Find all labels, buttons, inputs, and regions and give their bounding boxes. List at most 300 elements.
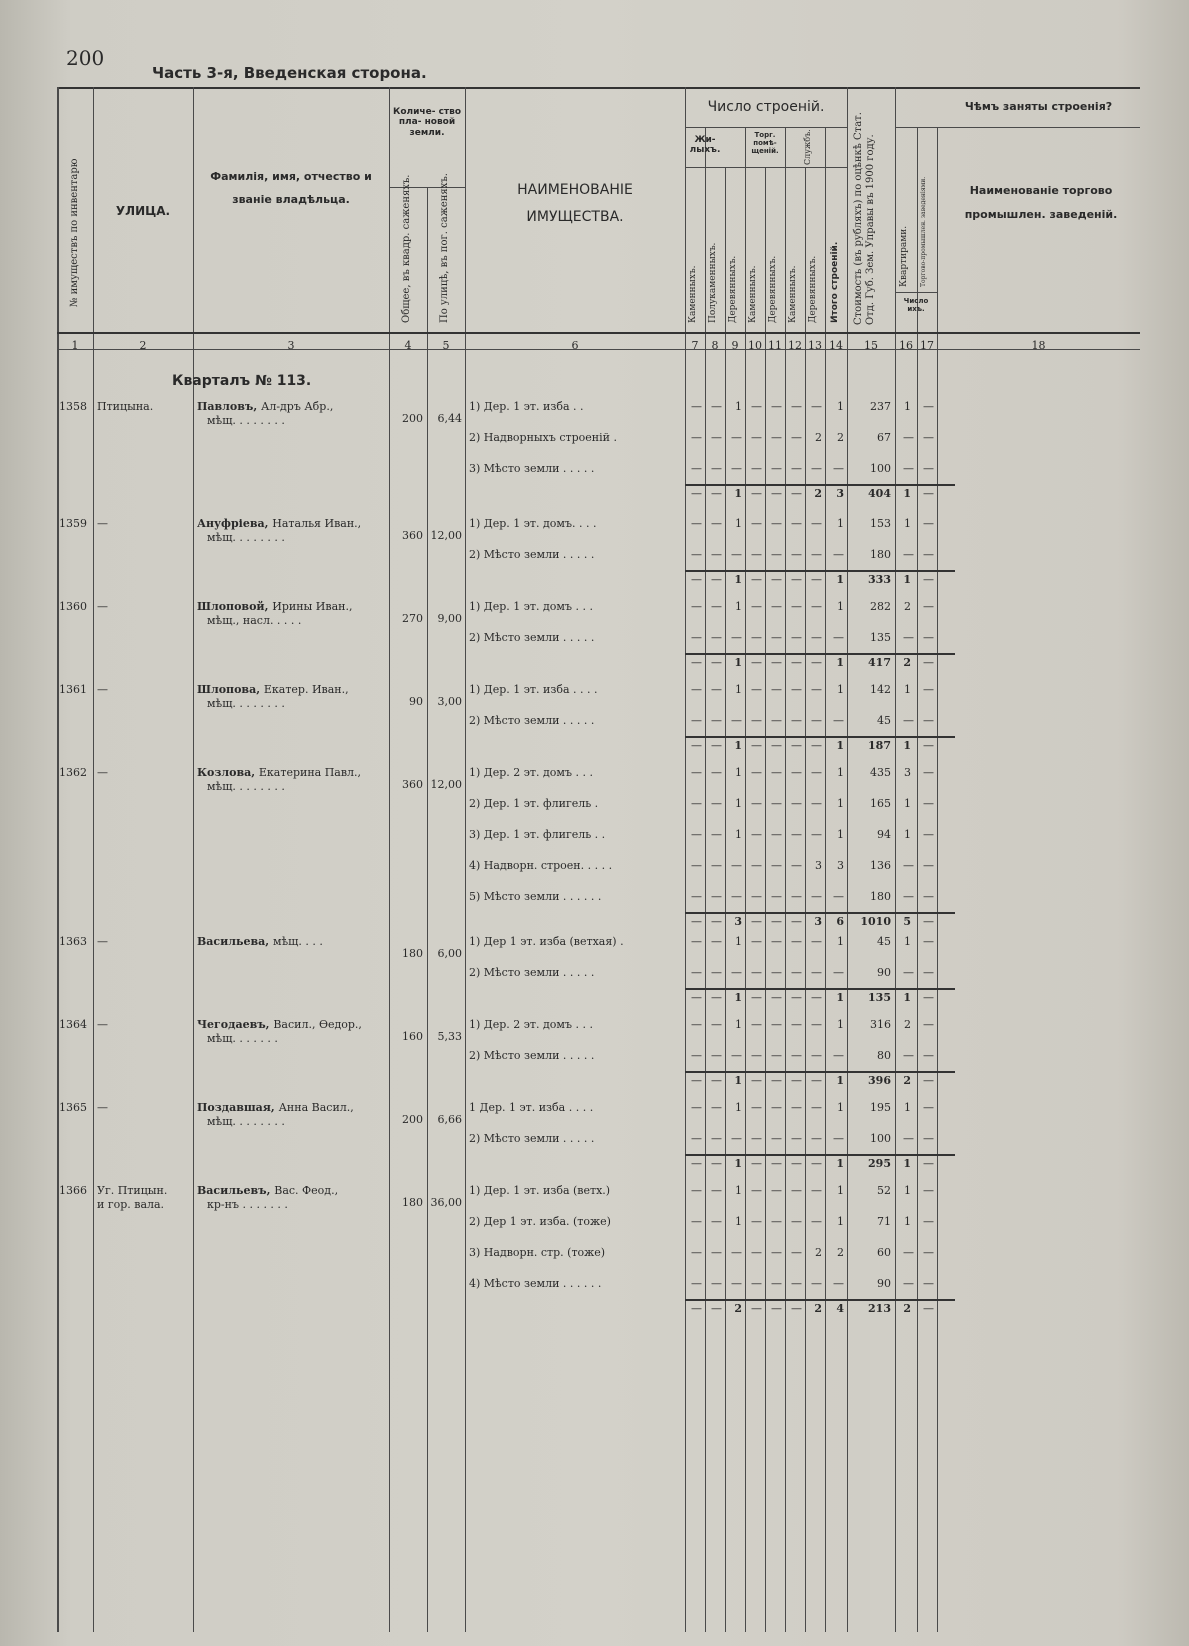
item-dash: — [751,1101,762,1114]
item-dash: — [711,859,722,872]
header-col5: По улицѣ, въ пог. саженяхъ. [439,173,450,323]
total-cost: 333 [868,573,891,586]
item-dash: — [711,766,722,779]
item-dash: — [771,797,782,810]
total-apartments: 1 [903,1157,911,1170]
item-dash: — [751,600,762,613]
total-dash: — [751,991,762,1004]
entry-area: 360 [402,778,423,791]
subtotal-rule [685,988,955,990]
item-dash: — [771,890,782,903]
total-dash: — [711,656,722,669]
entry-frontage: 12,00 [430,529,462,542]
item-dash: — [833,1049,844,1062]
item-cost: 316 [870,1018,891,1031]
item-dash: — [791,797,802,810]
header-buildings: Число строеній. [707,99,825,115]
item-dash: — [691,683,702,696]
item-name: 2) Мѣсто земли . . . . . [469,1132,595,1145]
header-line [895,127,1140,128]
item-dash: — [811,966,822,979]
item-dash: — [811,766,822,779]
item-name: 2) Дер. 1 эт. флигель . [469,797,599,810]
item-dash: — [791,631,802,644]
item-total-buildings: 2 [837,431,844,444]
column-number: 16 [899,339,913,352]
total-dash: — [751,1157,762,1170]
total-dash: — [711,915,722,928]
total-cost: 135 [868,991,891,1004]
total-wooden-living: 1 [734,1157,742,1170]
item-apartments: 3 [904,766,911,779]
item-dash: — [711,1215,722,1228]
item-wooden-living: 1 [735,517,742,530]
total-apartments: 5 [903,915,911,928]
item-dash: — [711,548,722,561]
total-dash: — [923,915,934,928]
item-dash: — [923,1018,934,1031]
item-dash: — [811,828,822,841]
item-dash: — [691,1049,702,1062]
total-dash: — [711,1074,722,1087]
item-dash: — [791,714,802,727]
item-dash: — [711,1018,722,1031]
item-dash: — [811,1215,822,1228]
item-dash: — [791,766,802,779]
item-cost: 100 [870,1132,891,1145]
item-total-buildings: 3 [837,859,844,872]
total-wooden-living: 3 [734,915,742,928]
total-dash: — [691,656,702,669]
column-number: 9 [731,339,739,352]
item-dash: — [791,966,802,979]
item-dash: — [711,431,722,444]
total-dash: — [711,1157,722,1170]
total-dash: — [691,573,702,586]
item-cost: 135 [870,631,891,644]
entry-owner: кр-нъ . . . . . . . [207,1198,288,1211]
entry-owner: Ануфріева, Наталья Иван., [197,517,362,530]
item-dash: — [811,462,822,475]
total-wooden-service: 2 [814,1302,822,1315]
item-dash: — [903,859,914,872]
item-dash: — [791,1184,802,1197]
entry-owner: мѣщ. . . . . . . . [207,780,285,793]
item-dash: — [711,462,722,475]
item-dash: — [833,714,844,727]
entry-owner: Шлопова, Екатер. Иван., [197,683,349,696]
item-name: 3) Надворн. стр. (тоже) [469,1246,606,1259]
item-dash: — [731,859,742,872]
total-apartments: 2 [903,1302,911,1315]
item-dash: — [811,600,822,613]
column-number: 5 [442,339,450,352]
item-dash: — [903,431,914,444]
item-dash: — [791,890,802,903]
item-dash: — [923,1277,934,1290]
item-dash: — [731,1277,742,1290]
header-occupied: Чѣмъ заняты строенія? [964,100,1113,113]
entry-area: 90 [409,695,423,708]
item-dash: — [771,431,782,444]
total-wooden-living: 1 [734,991,742,1004]
item-dash: — [691,1215,702,1228]
item-cost: 71 [877,1215,891,1228]
total-dash: — [923,1157,934,1170]
item-dash: — [923,766,934,779]
entry-area: 360 [402,529,423,542]
item-cost: 237 [870,400,891,413]
item-cost: 136 [870,859,891,872]
item-dash: — [771,600,782,613]
total-dash: — [771,656,782,669]
entry-owner: мѣщ. . . . . . . . [207,414,285,427]
item-dash: — [691,431,702,444]
item-dash: — [923,517,934,530]
item-dash: — [923,431,934,444]
item-total-buildings: 1 [837,1018,844,1031]
entry-number: 1360 [59,600,87,613]
item-dash: — [691,890,702,903]
item-total-buildings: 1 [837,1101,844,1114]
item-dash: — [691,714,702,727]
item-dash: — [691,1246,702,1259]
entry-owner: мѣщ., насл. . . . . [207,614,302,627]
item-dash: — [833,890,844,903]
total-dash: — [811,991,822,1004]
item-dash: — [711,828,722,841]
total-dash: — [751,1302,762,1315]
item-dash: — [811,797,822,810]
total-wooden-living: 2 [734,1302,742,1315]
entry-street: — [97,1018,108,1031]
item-dash: — [711,1246,722,1259]
item-dash: — [771,1101,782,1114]
entry-owner: Шлоповой, Ирины Иван., [197,600,353,613]
item-dash: — [811,714,822,727]
item-dash: — [711,1184,722,1197]
total-dash: — [711,991,722,1004]
item-wooden-living: 1 [735,400,742,413]
item-dash: — [771,1184,782,1197]
item-cost: 100 [870,462,891,475]
item-dash: — [711,1132,722,1145]
item-dash: — [771,1277,782,1290]
entry-owner: мѣщ. . . . . . . . [207,697,285,710]
item-name: 1) Дер. 1 эт. изба . . [469,400,584,413]
item-dash: — [711,935,722,948]
total-dash: — [711,487,722,500]
item-dash: — [791,1215,802,1228]
total-buildings: 1 [836,573,844,586]
column-number: 15 [864,339,878,352]
item-dash: — [903,714,914,727]
item-apartments: 1 [904,828,911,841]
total-cost: 396 [868,1074,891,1087]
item-name: 5) Мѣсто земли . . . . . . [469,890,602,903]
item-dash: — [691,517,702,530]
item-dash: — [731,714,742,727]
col-line [57,87,59,1632]
total-wooden-service: 3 [814,915,822,928]
item-dash: — [903,890,914,903]
item-dash: — [711,966,722,979]
column-number: 7 [691,339,699,352]
item-name: 2) Дер 1 эт. изба. (тоже) [469,1215,611,1228]
item-dash: — [791,1101,802,1114]
total-buildings: 1 [836,1157,844,1170]
total-dash: — [751,573,762,586]
item-dash: — [811,683,822,696]
item-dash: — [923,1246,934,1259]
total-apartments: 1 [903,991,911,1004]
item-dash: — [711,797,722,810]
total-apartments: 1 [903,487,911,500]
total-dash: — [771,573,782,586]
item-name: 3) Дер. 1 эт. флигель . . [469,828,606,841]
column-number: 11 [768,339,782,352]
item-wooden-living: 1 [735,935,742,948]
item-dash: — [791,400,802,413]
total-dash: — [771,991,782,1004]
header-trade: Торг. помѣ- щеній. [751,131,779,156]
item-name: 1 Дер. 1 эт. изба . . . . [469,1101,594,1114]
item-total-buildings: 1 [837,400,844,413]
item-total-buildings: 1 [837,828,844,841]
item-dash: — [691,600,702,613]
header-street: УЛИЦА. [115,204,171,218]
total-dash: — [751,656,762,669]
item-dash: — [833,462,844,475]
entry-frontage: 6,66 [437,1113,462,1126]
total-dash: — [791,991,802,1004]
total-dash: — [923,1074,934,1087]
subtotal-rule [685,484,955,486]
item-apartments: 1 [904,683,911,696]
item-dash: — [811,548,822,561]
total-buildings: 6 [836,915,844,928]
header-line [685,127,847,128]
item-dash: — [751,1132,762,1145]
item-total-buildings: 1 [837,600,844,613]
total-dash: — [691,1157,702,1170]
total-buildings: 1 [836,656,844,669]
total-dash: — [711,573,722,586]
item-dash: — [711,517,722,530]
header-service: Службъ. [803,129,812,165]
entry-street: и гор. вала. [97,1198,165,1211]
column-number: 14 [829,339,843,352]
item-dash: — [771,517,782,530]
item-dash: — [771,859,782,872]
item-total-buildings: 1 [837,1184,844,1197]
column-number: 1 [71,339,79,352]
item-cost: 94 [877,828,891,841]
item-name: 1) Дер. 1 эт. изба . . . . [469,683,598,696]
total-dash: — [771,1157,782,1170]
entry-area: 200 [402,412,423,425]
total-wooden-service: 2 [814,487,822,500]
total-dash: — [923,739,934,752]
item-total-buildings: 1 [837,1215,844,1228]
item-dash: — [771,400,782,413]
item-name: 1) Дер. 2 эт. домъ . . . [469,766,593,779]
total-dash: — [791,573,802,586]
item-dash: — [711,600,722,613]
item-dash: — [771,766,782,779]
item-name: 2) Мѣсто земли . . . . . [469,1049,595,1062]
item-dash: — [691,1184,702,1197]
item-dash: — [771,1215,782,1228]
item-dash: — [791,431,802,444]
item-dash: — [751,797,762,810]
item-apartments: 1 [904,1215,911,1228]
item-dash: — [923,600,934,613]
page-number: 200 [66,46,105,70]
col-line [193,87,194,1632]
header-line [685,167,847,168]
total-dash: — [771,487,782,500]
total-cost: 404 [868,487,891,500]
column-number: 6 [571,339,579,352]
entry-area: 160 [402,1030,423,1043]
item-wooden-service: 2 [815,431,822,444]
item-cost: 67 [877,431,891,444]
item-dash: — [791,600,802,613]
entry-street: — [97,1101,108,1114]
header-count: Число ихъ. [903,297,929,314]
table-top-border [57,87,1140,89]
item-cost: 282 [870,600,891,613]
column-number: 17 [920,339,934,352]
item-dash: — [691,548,702,561]
total-buildings: 1 [836,1074,844,1087]
total-buildings: 1 [836,739,844,752]
item-dash: — [771,828,782,841]
quarter-title: Кварталъ № 113. [172,373,312,389]
item-dash: — [691,966,702,979]
item-dash: — [731,1132,742,1145]
item-apartments: 1 [904,400,911,413]
item-dash: — [731,966,742,979]
item-dash: — [751,1215,762,1228]
item-dash: — [711,631,722,644]
entry-number: 1359 [59,517,87,530]
item-dash: — [731,462,742,475]
item-wooden-service: 3 [815,859,822,872]
entry-owner: мѣщ. . . . . . . [207,1032,278,1045]
total-buildings: 4 [836,1302,844,1315]
col-line [389,87,390,1632]
item-dash: — [751,1049,762,1062]
col-line [745,127,746,1632]
total-dash: — [791,739,802,752]
item-dash: — [731,548,742,561]
item-name: 4) Мѣсто земли . . . . . . [469,1277,602,1290]
total-cost: 187 [868,739,891,752]
item-wooden-living: 1 [735,1101,742,1114]
item-dash: — [751,517,762,530]
total-cost: 417 [868,656,891,669]
item-name: 1) Дер. 1 эт. домъ. . . . [469,517,597,530]
col-line [937,127,938,1632]
item-dash: — [811,631,822,644]
header-c14: Итого строеній. [830,241,840,323]
item-cost: 90 [877,1277,891,1290]
subtotal-rule [685,1299,955,1301]
item-dash: — [903,1277,914,1290]
item-cost: 52 [877,1184,891,1197]
total-wooden-living: 1 [734,1074,742,1087]
item-dash: — [751,1277,762,1290]
total-dash: — [771,1302,782,1315]
item-dash: — [751,714,762,727]
item-dash: — [923,1132,934,1145]
item-dash: — [691,859,702,872]
entry-owner: Поздавшая, Анна Васил., [197,1101,354,1114]
item-dash: — [923,797,934,810]
entry-frontage: 5,33 [437,1030,462,1043]
item-dash: — [923,631,934,644]
item-dash: — [771,631,782,644]
item-dash: — [791,517,802,530]
entry-area: 180 [402,947,423,960]
entry-owner: Козлова, Екатерина Павл., [197,766,362,779]
entry-owner: Васильевъ, Вас. Феод., [197,1184,339,1197]
item-dash: — [791,1277,802,1290]
item-dash: — [791,859,802,872]
header-col1: № имуществъ по инвентарю [69,158,80,307]
total-dash: — [691,1302,702,1315]
total-dash: — [923,991,934,1004]
item-dash: — [923,400,934,413]
item-name: 2) Мѣсто земли . . . . . [469,966,595,979]
entry-frontage: 6,44 [437,412,462,425]
item-cost: 435 [870,766,891,779]
item-dash: — [791,828,802,841]
total-dash: — [811,656,822,669]
item-wooden-living: 1 [735,766,742,779]
item-cost: 195 [870,1101,891,1114]
total-dash: — [691,487,702,500]
entry-area: 270 [402,612,423,625]
total-cost: 1010 [860,915,891,928]
total-dash: — [771,915,782,928]
subtotal-rule [685,1154,955,1156]
column-number: 2 [139,339,147,352]
item-dash: — [731,631,742,644]
entry-street: Уг. Птицын. [97,1184,168,1197]
subtotal-rule [685,736,955,738]
total-buildings: 3 [836,487,844,500]
item-total-buildings: 1 [837,935,844,948]
item-name: 1) Дер. 1 эт. домъ . . . [469,600,593,613]
item-dash: — [923,683,934,696]
item-dash: — [691,400,702,413]
total-wooden-living: 1 [734,487,742,500]
header-c15: Стоимость (въ рубляхъ) по оцѣнкѣ Стат. Отд. Губ. Зем. Управы въ 1900 году. [853,112,876,325]
item-wooden-living: 1 [735,600,742,613]
item-dash: — [811,517,822,530]
item-dash: — [771,1018,782,1031]
header-c7: Каменныхъ. [688,265,698,323]
total-dash: — [811,1157,822,1170]
header-bottom-line [57,332,1140,334]
entry-number: 1364 [59,1018,87,1031]
item-dash: — [903,1246,914,1259]
total-wooden-living: 1 [734,573,742,586]
total-dash: — [811,573,822,586]
